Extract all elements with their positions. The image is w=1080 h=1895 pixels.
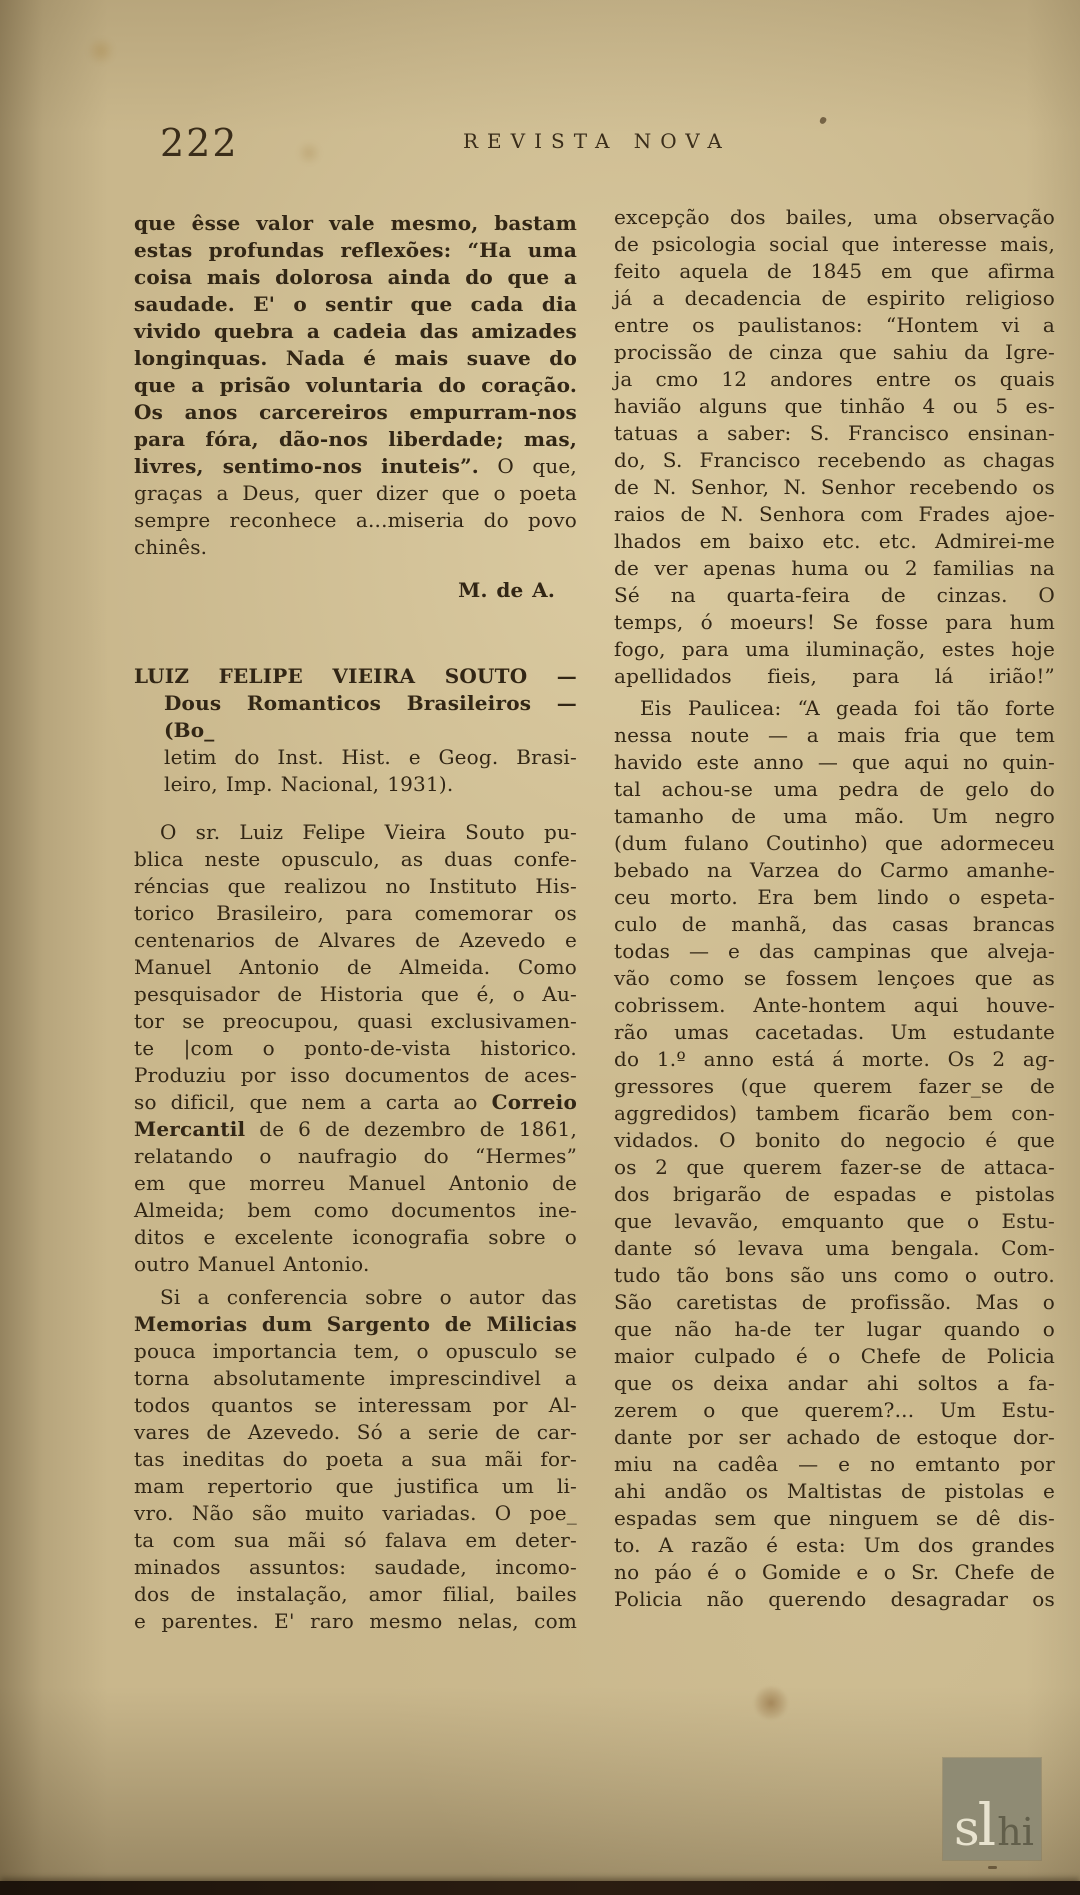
text-line: de psicologia social que interesse mais, [614, 232, 1055, 256]
text-line: que a prisão voluntaria do coração. [134, 373, 577, 397]
text-line: LUIZ FELIPE VIEIRA SOUTO — [134, 664, 577, 688]
text-line: que os deixa andar ahi soltos a fa- [614, 1371, 1055, 1395]
text-line: torna absolutamente imprescindivel a [134, 1366, 577, 1390]
text-line: no páo é o Gomide e o Sr. Chefe de [614, 1560, 1055, 1584]
text-line: São caretistas de profissão. Mas o [614, 1290, 1055, 1314]
text-line: sempre reconhece a...miseria do povo [134, 508, 577, 532]
text-line: nessa noute — a mais fria que tem [614, 723, 1055, 747]
journal-title: REVISTA NOVA [463, 129, 731, 153]
text-line: temps, ó moeurs! Se fosse para hum [614, 610, 1055, 634]
text-line: procissão de cinza que sahiu da Igre- [614, 340, 1055, 364]
text-line: culo de manhã, das casas brancas [614, 912, 1055, 936]
text-line: espadas sem que ninguem se dê dis- [614, 1506, 1055, 1530]
text-line: zerem o que querem?... Um Estu- [614, 1398, 1055, 1422]
text-line: to. A razão é esta: Um dos grandes [614, 1533, 1055, 1557]
text-line: que não ha-de ter lugar quando o [614, 1317, 1055, 1341]
ink-speck [988, 1866, 997, 1869]
text-line: tamanho de uma mão. Um negro [614, 804, 1055, 828]
text-line: so dificil, que nem a carta ao Correio [134, 1090, 577, 1114]
photo-edge [0, 1881, 1080, 1895]
text-line: ceu morto. Era bem lindo o espeta- [614, 885, 1055, 909]
stain [296, 142, 322, 164]
text-line: dante só levava uma bengala. Com- [614, 1236, 1055, 1260]
text-line: leiro, Imp. Nacional, 1931). [164, 772, 454, 796]
letter-quote [614, 204, 1055, 690]
stain [752, 1686, 790, 1720]
text-line: raios de N. Senhora com Frades ajoe- [614, 502, 1055, 526]
text-line: os 2 que querem fazer-se de attaca- [614, 1155, 1055, 1179]
text-line: em que morreu Manuel Antonio de [134, 1171, 577, 1195]
text-line: Memorias dum Sargento de Milicias [134, 1312, 577, 1336]
text-line: ja cmo 12 andores entre os quais [614, 367, 1055, 391]
text-line: do 1.º anno está á morte. Os 2 ag- [614, 1047, 1055, 1071]
quote-conclusion [134, 210, 577, 561]
text-line: dos brigarão de espadas e pistolas [614, 1182, 1055, 1206]
text-line: minados assuntos: saudade, incomo- [134, 1555, 577, 1579]
text-line: Eis Paulicea: “A geada foi tão forte [640, 696, 1055, 720]
text-line: que levavão, emquanto que o Estu- [614, 1209, 1055, 1233]
column-right [614, 204, 1055, 1613]
page-number: 222 [160, 121, 239, 165]
text-line: (dum fulano Coutinho) que adormeceu [614, 831, 1055, 855]
text-line: torico Brasileiro, para comemorar os [134, 901, 577, 925]
text-line: vro. Não são muito variadas. O poe_ [134, 1501, 577, 1525]
slhi-watermark-letters: slhi [954, 1791, 1034, 1859]
text-line: dante por ser achado de estoque dor- [614, 1425, 1055, 1449]
text-line: fogo, para uma iluminação, estes hoje [614, 637, 1055, 661]
text-line: miu na cadêa — e no emtanto por [614, 1452, 1055, 1476]
text-line: Policia não querendo desagradar os [614, 1587, 1055, 1611]
text-line: estas profundas reflexões: “Ha uma [134, 238, 577, 262]
text-line: todos quantos se interessam por Al- [134, 1393, 577, 1417]
text-line: para fóra, dão-nos liberdade; mas, [134, 427, 577, 451]
text-line: aggredidos) tambem ficarão bem con- [614, 1101, 1055, 1125]
text-line: pouca importancia tem, o opusculo se [134, 1339, 577, 1363]
text-line: ahi andão os Maltistas de pistolas e [614, 1479, 1055, 1503]
text-line: relatando o naufragio do “Hermes” [134, 1144, 577, 1168]
text-line: te |com o ponto-de-vista historico. [134, 1036, 577, 1060]
text-line: havido este anno — que aqui no quin- [614, 750, 1055, 774]
text-line: Manuel Antonio de Almeida. Como [134, 955, 577, 979]
text-line: do, S. Francisco recebendo as chagas [614, 448, 1055, 472]
text-line: M. de A. [458, 578, 555, 602]
text-line: chinês. [134, 535, 208, 559]
text-line: réncias que realizou no Instituto His- [134, 874, 577, 898]
text-line: lhados em baixo etc. etc. Admirei-me [614, 529, 1055, 553]
slhi-watermark [943, 1758, 1041, 1860]
text-line: pesquisador de Historia que é, o Au- [134, 982, 577, 1006]
signature [134, 577, 577, 604]
text-line: apellidados fieis, para lá irião!” [614, 664, 1055, 688]
text-line: de N. Senhor, N. Senhor recebendo os [614, 475, 1055, 499]
text-line: tas ineditas do poeta a sua mãi for- [134, 1447, 577, 1471]
text-line: Mercantil de 6 de dezembro de 1861, [134, 1117, 577, 1141]
text-line: mam repertorio que justifica um li- [134, 1474, 577, 1498]
text-line: centenarios de Alvares de Azevedo e [134, 928, 577, 952]
text-line: havião alguns que tinhão 4 ou 5 es- [614, 394, 1055, 418]
paulicea-quote [614, 695, 1055, 1613]
text-line: ditos e excelente iconografia sobre o [134, 1225, 577, 1249]
text-line: tatuas a saber: S. Francisco ensinan- [614, 421, 1055, 445]
text-line: bebado na Varzea do Carmo amanhe- [614, 858, 1055, 882]
text-line: vares de Azevedo. Só a serie de car- [134, 1420, 577, 1444]
text-line: gressores (que querem fazer_se de [614, 1074, 1055, 1098]
review-para-2 [134, 1284, 577, 1635]
stain [86, 38, 116, 64]
text-line: entre os paulistanos: “Hontem vi a [614, 313, 1055, 337]
text-line: saudade. E' o sentir que cada dia [134, 292, 577, 316]
text-line: todas — e das campinas que alveja- [614, 939, 1055, 963]
text-line: dos de instalação, amor filial, bailes [134, 1582, 577, 1606]
text-line: Sé na quarta-feira de cinzas. O [614, 583, 1055, 607]
text-line: O sr. Luiz Felipe Vieira Souto pu- [160, 820, 577, 844]
ink-speck [819, 116, 827, 125]
text-line: maior culpado é o Chefe de Policia [614, 1344, 1055, 1368]
text-line: coisa mais dolorosa ainda do que a [134, 265, 577, 289]
text-line: rão umas cacetadas. Um estudante [614, 1020, 1055, 1044]
text-line: longinquas. Nada é mais suave do [134, 346, 577, 370]
text-line: vão como se fossem lençoes que as [614, 966, 1055, 990]
text-line: Os anos carcereiros empurram-nos [134, 400, 577, 424]
column-left [134, 210, 577, 1635]
review-heading [134, 663, 577, 798]
text-line: Si a conferencia sobre o autor das [160, 1285, 577, 1309]
text-line: tudo tão bons são uns como o outro. [614, 1263, 1055, 1287]
text-line: graças a Deus, quer dizer que o poeta [134, 481, 577, 505]
text-line: ta com sua mãi só falava em deter- [134, 1528, 577, 1552]
text-line: já a decadencia de espirito religioso [614, 286, 1055, 310]
text-line: que êsse valor vale mesmo, bastam [134, 211, 577, 235]
text-line: cobrissem. Ante-hontem aqui houve- [614, 993, 1055, 1017]
text-line: Dous Romanticos Brasileiros — (Bo_ [164, 691, 577, 742]
text-line: e parentes. E' raro mesmo nelas, com [134, 1609, 577, 1633]
text-line: vivido quebra a cadeia das amizades [134, 319, 577, 343]
text-line: Almeida; bem como documentos ine- [134, 1198, 577, 1222]
text-line: de ver apenas huma ou 2 familias na [614, 556, 1055, 580]
text-line: Produziu por isso documentos de aces- [134, 1063, 577, 1087]
text-line: tor se preocupou, quasi exclusivamen- [134, 1009, 577, 1033]
text-line: feito aquela de 1845 em que afirma [614, 259, 1055, 283]
text-line: letim do Inst. Hist. e Geog. Brasi- [164, 745, 577, 769]
text-line: blica neste opusculo, as duas confe- [134, 847, 577, 871]
text-line: excepção dos bailes, uma observação [614, 205, 1055, 229]
text-line: outro Manuel Antonio. [134, 1252, 370, 1276]
review-para-1 [134, 819, 577, 1278]
text-line: tal achou-se uma pedra de gelo do [614, 777, 1055, 801]
text-line: livres, sentimo-nos inuteis”. O que, [134, 454, 577, 478]
text-line: vidados. O bonito do negocio é que [614, 1128, 1055, 1152]
